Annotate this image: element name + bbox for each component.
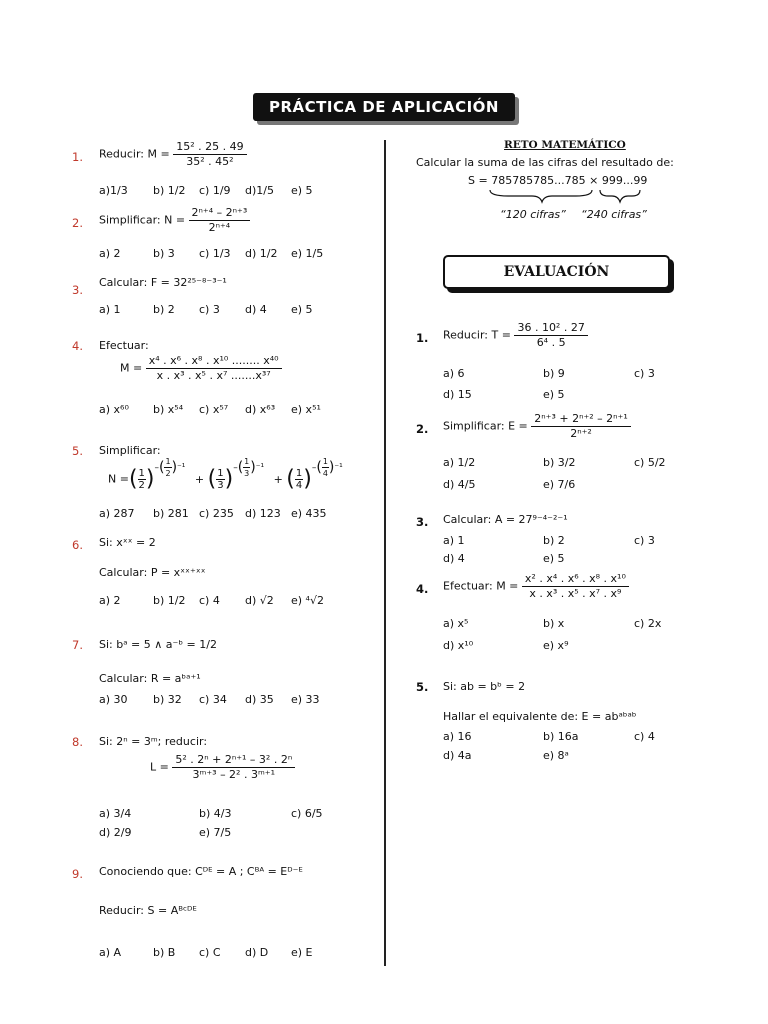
option-e: e) E	[291, 946, 313, 959]
reto-heading: RETO MATEMÁTICO	[504, 139, 626, 151]
problem-4-number: 4.	[72, 339, 83, 353]
option-e: e) 5	[291, 303, 313, 316]
eval-4-statement	[443, 572, 629, 601]
braces	[488, 188, 648, 206]
eval-3-number: 3.	[416, 515, 429, 529]
problem-7-text2: Calcular: R = aᵇᵃ⁺¹	[99, 672, 201, 685]
eval-3-opt-e: e) 5	[543, 552, 565, 565]
eval-2-opt-c: c) 5/2	[634, 456, 666, 469]
option-b: b) 3	[153, 247, 175, 260]
option-e: e) 5	[291, 184, 313, 197]
problem-2-fraction	[189, 206, 251, 235]
problem-8-number: 8.	[72, 735, 83, 749]
problem-8-options-row1	[99, 807, 323, 820]
problem-7-number: 7.	[72, 638, 83, 652]
reto-line1: Calcular la suma de las cifras del resultado de:	[416, 156, 674, 169]
problem-8-expression	[150, 753, 295, 782]
option-c: c) C	[199, 946, 221, 959]
problem-8-fraction	[172, 753, 295, 782]
fraction-denominator: 35² . 45²	[186, 155, 234, 168]
option-a: a) A	[99, 946, 122, 959]
lhs: L =	[150, 760, 169, 774]
option-b: b) 1/2	[153, 594, 186, 607]
option-c: c) x⁵⁷	[199, 403, 229, 416]
problem-3-options	[99, 303, 313, 316]
option-b: b) 32	[153, 693, 182, 706]
problem-3-text: Calcular: F = 32²⁵⁻⁸⁻³⁻¹	[99, 276, 227, 289]
problem-5-number: 5.	[72, 444, 83, 458]
eval-3-opt-c: c) 3	[634, 534, 655, 547]
eval-1-opt-c: c) 3	[634, 367, 655, 380]
option-b: b) 1/2	[153, 184, 186, 197]
problem-2-number: 2.	[72, 216, 83, 230]
problem-5-options	[99, 507, 327, 520]
eval-2-opt-a: a) 1/2	[443, 456, 476, 469]
eval-4-text: Efectuar: M =	[443, 579, 519, 593]
fraction-numerator: 15² . 25 . 49	[173, 140, 246, 155]
eval-5-text2: Hallar el equivalente de: E = abᵃᵇᵃᵇ	[443, 710, 637, 723]
option-c: c) 6/5	[291, 807, 323, 820]
problem-5-expression: N =( $\frac{1}{2}$ )$^{-( \frac{1}{2} )^{-1}}$ + ( $\frac{1}{3}$ )$^{-( \frac{1}{3} )^{-1}}$ + ( $\frac{1}{4}$ )$^{-( \frac{1}{4} )^{-1}}$	[108, 457, 343, 492]
column-divider	[384, 140, 386, 966]
eval-5-opt-e: e) 8ᵃ	[543, 749, 569, 762]
fraction-numerator: 36 . 10² . 27	[514, 321, 587, 336]
eval-1-opt-e: e) 5	[543, 388, 565, 401]
option-a: a)1/3	[99, 184, 128, 197]
eval-1-number: 1.	[416, 331, 429, 345]
option-a: a) 2	[99, 594, 121, 607]
problem-7-options	[99, 693, 320, 706]
problem-2-options	[99, 247, 323, 260]
option-b: b) B	[153, 946, 176, 959]
eval-2-opt-e: e) 7/6	[543, 478, 576, 491]
problem-3-number: 3.	[72, 283, 83, 297]
problem-1-number: 1.	[72, 150, 83, 164]
option-b: b) 281	[153, 507, 189, 520]
option-c: c) 3	[199, 303, 220, 316]
fraction-numerator: 5² . 2ⁿ + 2ⁿ⁺¹ – 3² . 2ⁿ	[172, 753, 295, 768]
problem-5-text: Simplificar:	[99, 444, 161, 457]
option-d: d) x⁶³	[245, 403, 276, 416]
option-d: d) D	[245, 946, 269, 959]
eval-3-text: Calcular: A = 27⁹⁻⁴⁻²⁻¹	[443, 513, 568, 526]
eval-4-opt-d: d) x¹⁰	[443, 639, 474, 652]
eval-1-opt-a: a) 6	[443, 367, 465, 380]
option-d: d) 123	[245, 507, 281, 520]
problem-9-number: 9.	[72, 867, 83, 881]
option-c: c) 4	[199, 594, 220, 607]
problem-6-text2: Calcular: P = xˣˣ⁺ˣˣ	[99, 566, 206, 579]
option-b: b) 2	[153, 303, 175, 316]
eval-1-text: Reducir: T =	[443, 328, 511, 342]
fraction-denominator: 2ⁿ⁺²	[570, 427, 592, 440]
option-c: c) 235	[199, 507, 234, 520]
option-d: d) √2	[245, 594, 274, 607]
fraction-denominator: x . x³ . x⁵ . x⁷ . x⁹	[529, 587, 622, 600]
problem-8-text: Si: 2ⁿ = 3ᵐ; reducir:	[99, 735, 208, 748]
problem-2-statement	[99, 206, 250, 235]
eval-5-text: Si: ab = bᵇ = 2	[443, 680, 526, 693]
reto-line2: S = 785785785...785 × 999...99	[468, 174, 648, 187]
problem-6-options	[99, 594, 324, 607]
eval-3-opt-d: d) 4	[443, 552, 465, 565]
fraction-denominator: x . x³ . x⁵ . x⁷ .......x³⁷	[156, 369, 271, 382]
problem-1-text: Reducir: M =	[99, 147, 170, 161]
eval-1-opt-b: b) 9	[543, 367, 565, 380]
option-a: a) 2	[99, 247, 121, 260]
option-a: a) x⁶⁰	[99, 403, 129, 416]
evaluacion-heading: EVALUACIÓN	[443, 255, 670, 289]
lhs: M =	[120, 361, 143, 375]
eval-4-opt-c: c) 2x	[634, 617, 662, 630]
option-e: e) 33	[291, 693, 320, 706]
eval-4-fraction	[522, 572, 629, 601]
page-title: PRÁCTICA DE APLICACIÓN	[253, 93, 515, 121]
problem-2-text: Simplificar: N =	[99, 213, 186, 227]
option-a: a) 30	[99, 693, 128, 706]
eval-4-opt-e: e) x⁹	[543, 639, 569, 652]
option-e: e) 7/5	[199, 826, 232, 839]
problem-6-number: 6.	[72, 538, 83, 552]
eval-5-opt-b: b) 16a	[543, 730, 579, 743]
eval-4-opt-a: a) x⁵	[443, 617, 469, 630]
problem-6-text: Si: xˣˣ = 2	[99, 536, 156, 549]
fraction-denominator: 2ⁿ⁺⁴	[208, 221, 231, 234]
problem-4-text: Efectuar:	[99, 339, 149, 352]
fraction-denominator: 3ᵐ⁺³ – 2² . 3ᵐ⁺¹	[192, 768, 276, 781]
option-e: e) ⁴√2	[291, 594, 324, 607]
fraction-numerator: 2ⁿ⁺³ + 2ⁿ⁺² – 2ⁿ⁺¹	[531, 412, 631, 427]
fraction-numerator: x² . x⁴ . x⁶ . x⁸ . x¹⁰	[522, 572, 629, 587]
eval-2-text: Simplificar: E =	[443, 419, 528, 433]
option-c: c) 1/9	[199, 184, 231, 197]
eval-1-statement	[443, 321, 588, 350]
problem-1-options	[99, 184, 313, 197]
problem-4-fraction	[146, 354, 282, 383]
fraction-numerator: 2ⁿ⁺⁴ – 2ⁿ⁺³	[189, 206, 251, 221]
eval-2-opt-d: d) 4/5	[443, 478, 476, 491]
option-d: d)1/5	[245, 184, 274, 197]
option-a: a) 1	[99, 303, 121, 316]
option-d: d) 35	[245, 693, 274, 706]
eval-3-opt-a: a) 1	[443, 534, 465, 547]
option-e: e) x⁵¹	[291, 403, 321, 416]
option-a: a) 287	[99, 507, 135, 520]
reto-label-120: “120 cifras”	[500, 208, 566, 221]
option-d: d) 4	[245, 303, 267, 316]
eval-1-fraction	[514, 321, 587, 350]
eval-2-number: 2.	[416, 422, 429, 436]
problem-9-options	[99, 946, 313, 959]
eval-2-opt-b: b) 3/2	[543, 456, 576, 469]
fraction-denominator: 6⁴ . 5	[536, 336, 566, 349]
problem-9-text: Conociendo que: Cᴰᴱ = A ; Cᴮᴬ = Eᴰ⁻ᴱ	[99, 865, 303, 878]
option-d: d) 1/2	[245, 247, 278, 260]
option-b: b) x⁵⁴	[153, 403, 184, 416]
problem-7-text: Si: bᵃ = 5 ∧ a⁻ᵇ = 1/2	[99, 638, 217, 651]
problem-9-text2: Reducir: S = Aᴮᶜᴰᴱ	[99, 904, 197, 917]
problem-4-options	[99, 403, 321, 416]
option-e: e) 435	[291, 507, 327, 520]
problem-4-expression	[120, 354, 282, 383]
eval-3-opt-b: b) 2	[543, 534, 565, 547]
option-a: a) 3/4	[99, 807, 132, 820]
eval-1-opt-d: d) 15	[443, 388, 472, 401]
option-c: c) 34	[199, 693, 227, 706]
reto-label-240: “240 cifras”	[581, 208, 647, 221]
option-c: c) 1/3	[199, 247, 231, 260]
eval-4-opt-b: b) x	[543, 617, 565, 630]
eval-5-opt-a: a) 16	[443, 730, 472, 743]
eval-5-number: 5.	[416, 680, 429, 694]
problem-1-fraction	[173, 140, 246, 169]
option-d: d) 2/9	[99, 826, 132, 839]
eval-5-opt-d: d) 4a	[443, 749, 472, 762]
eval-5-opt-c: c) 4	[634, 730, 655, 743]
problem-8-options-row2	[99, 826, 231, 839]
eval-4-number: 4.	[416, 582, 429, 596]
option-e: e) 1/5	[291, 247, 324, 260]
problem-1-statement	[99, 140, 247, 169]
eval-2-fraction	[531, 412, 631, 441]
eval-2-statement	[443, 412, 631, 441]
option-b: b) 4/3	[199, 807, 232, 820]
fraction-numerator: x⁴ . x⁶ . x⁸ . x¹⁰ ........ x⁴⁰	[146, 354, 282, 369]
